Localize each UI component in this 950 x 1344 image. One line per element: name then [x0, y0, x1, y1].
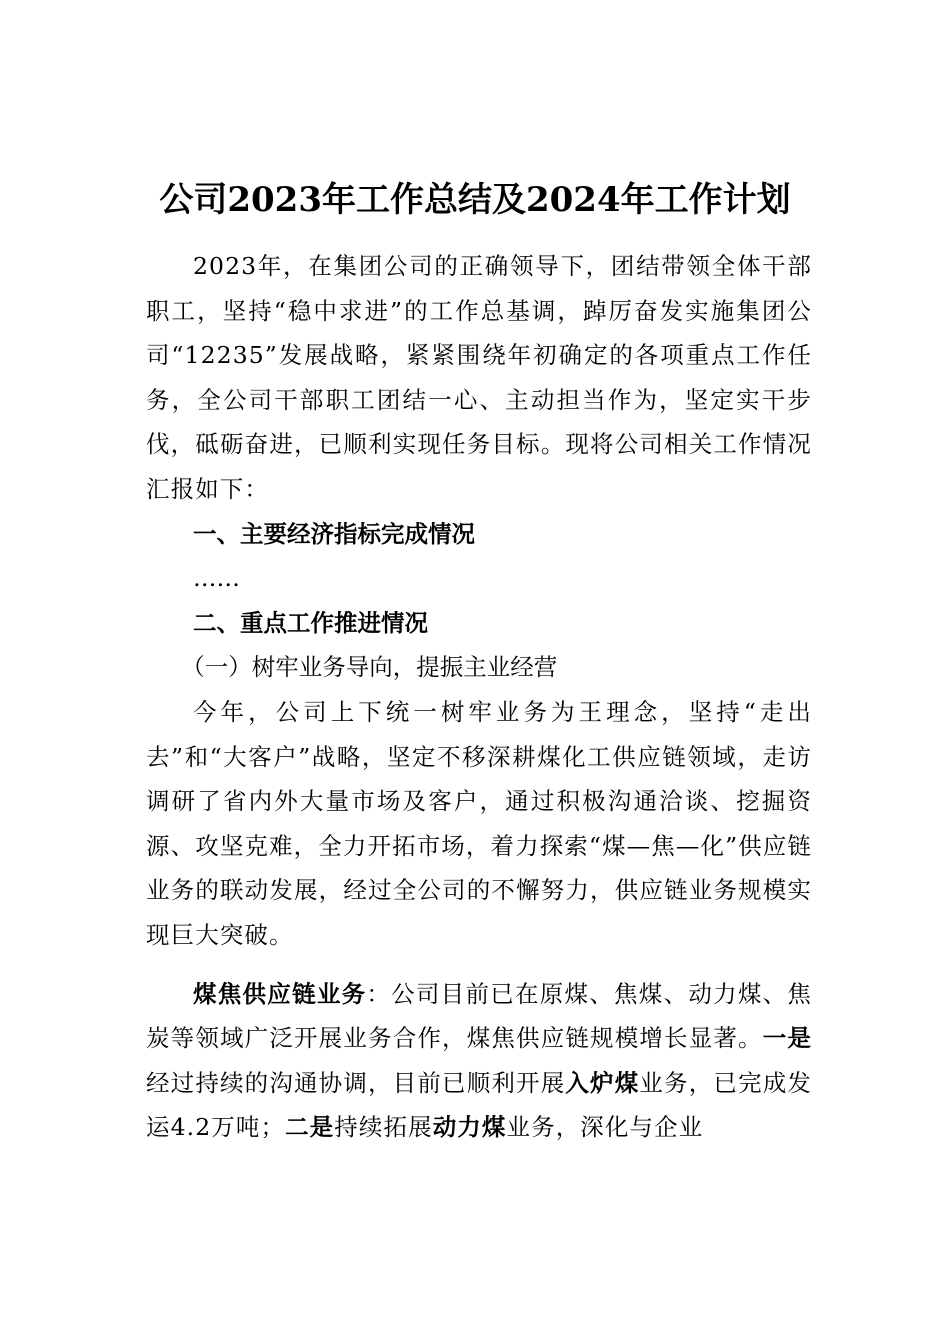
subsection-1-paragraph: 今年，公司上下统一树牢业务为王理念，坚持“走出去”和“大客户”战略，坚定不移深耕煤化工供应链领域，走访调研了省内外大量市场及客户，通过积极沟通洽谈、挖掘资源、攻坚克难，全力开拓市场，着力探索“煤—焦—化”供应链业务的联动发展，经过全公司的不懈努力，供应链业务规模实现巨大突破。	[146, 697, 812, 949]
document-body	[146, 244, 812, 1150]
section-1-ellipsis: ……	[193, 564, 240, 593]
coal-text-2: 经过持续的沟通协调，目前已顺利开展	[146, 1068, 566, 1097]
subsection-heading-1: （一）树牢业务导向，提振主业经营	[181, 653, 558, 682]
coal-supply-chain-lead: 煤焦供应链业务	[193, 979, 367, 1008]
coal-text-4: 持续拓展	[334, 1113, 433, 1142]
paragraph-spacer	[146, 958, 812, 972]
coal-text-5: 业务，深化与企业	[506, 1113, 704, 1142]
intro-paragraph: 2023年，在集团公司的正确领导下，团结带领全体干部职工，坚持“稳中求进”的工作总基调，踔厉奋发实施集团公司“12235”发展战略，紧紧围绕年初确定的各项重点工作任务，全公司干部职工团结一心、主动担当作为，坚定实干步伐，砥砺奋进，已顺利实现任务目标。现将公司相关工作情况汇报如下：	[146, 252, 812, 503]
coal-supply-chain-paragraph	[146, 972, 812, 1150]
term-furnace-coal: 入炉煤	[565, 1068, 640, 1097]
document-title: 公司2023年工作总结及2024年工作计划	[159, 180, 791, 220]
first-label: 一是	[762, 1024, 813, 1053]
term-power-coal: 动力煤	[432, 1113, 507, 1142]
section-heading-2: 二、重点工作推进情况	[193, 608, 428, 637]
coal-text-1: ：公司目前已在原煤、焦煤、动力煤、焦炭等领域广泛开展业务合作，煤焦供应链规模增长显著。	[146, 979, 812, 1053]
section-heading-1: 一、主要经济指标完成情况	[193, 519, 475, 548]
coal-text-3: 业务，已完成发运4.2万吨；	[146, 1068, 813, 1142]
second-label: 二是	[285, 1113, 335, 1142]
